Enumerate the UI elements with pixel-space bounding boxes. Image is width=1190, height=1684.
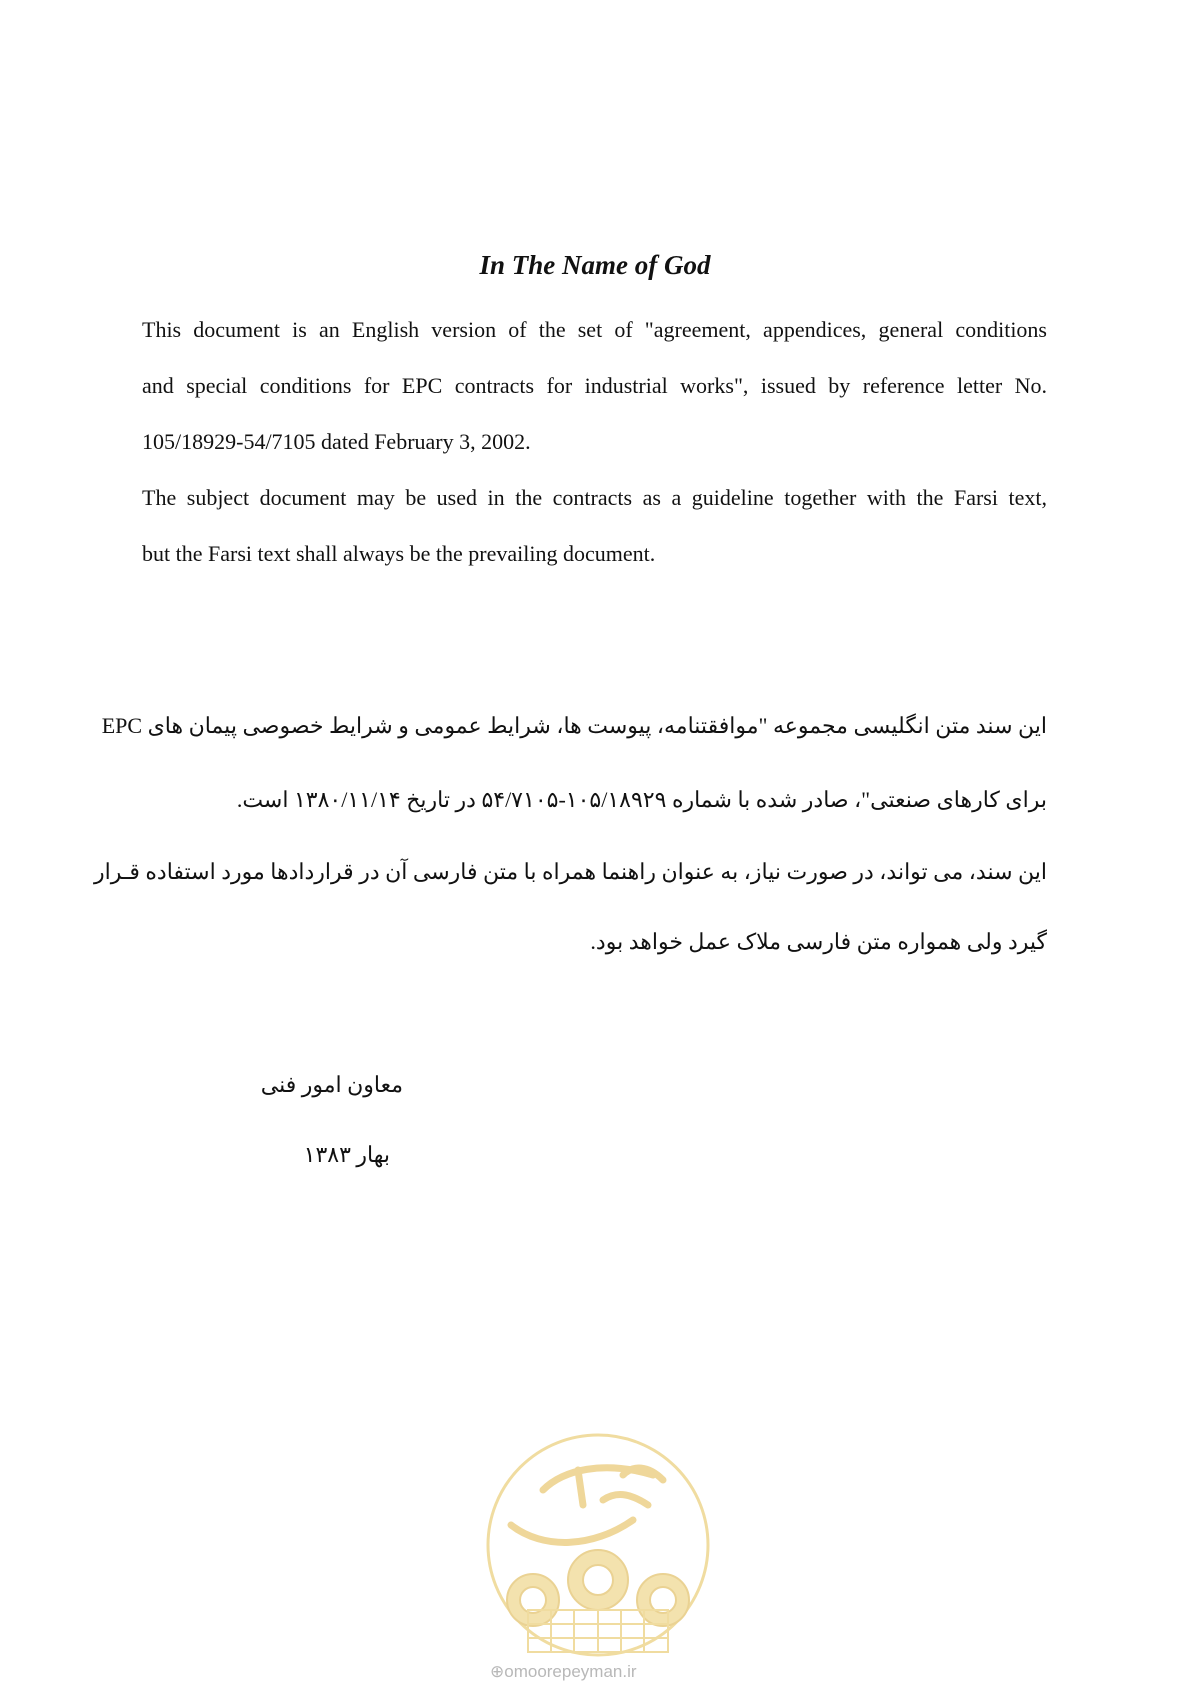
english-line-5: but the Farsi text shall always be the prevailing document. — [142, 541, 656, 566]
english-line-1: This document is an English version of the set of "agreement, appendices, general conditions — [142, 317, 1047, 342]
english-line-2: and special conditions for EPC contracts for industrial works", issued by reference letter No. — [142, 373, 1047, 398]
farsi-line-1: این سند متن انگلیسی مجموعه "موافقتنامه، پیوست ها، شرایط عمومی و شرایط خصوصی پیمان های EPC — [101, 713, 1047, 738]
watermark-logo — [483, 1430, 713, 1660]
english-line-4: The subject document may be used in the contracts as a guideline together with the Farsi text, — [142, 485, 1047, 510]
signature-date: بهار ۱۳۸۳ — [303, 1142, 390, 1167]
farsi-line-4: گیرد ولی همواره متن فارسی ملاک عمل خواهد بود. — [590, 929, 1047, 954]
watermark-url-text: omoorepeyman.ir — [504, 1662, 637, 1681]
globe-icon: ⊕ — [490, 1662, 505, 1681]
farsi-line-3: این سند، می تواند، در صورت نیاز، به عنوان راهنما همراه با متن فارسی آن در قراردادها مورد استفاده قـرار — [94, 859, 1047, 884]
signature-office: معاون امور فنی — [260, 1072, 403, 1097]
english-line-3: 105/18929-54/7105 dated February 3, 2002. — [142, 429, 531, 454]
document-title: In The Name of God — [479, 250, 711, 280]
watermark-url — [490, 1662, 637, 1682]
farsi-line-2: برای کارهای صنعتی"، صادر شده با شماره ۱۰۵/۱۸۹۲۹-۵۴/۷۱۰۵ در تاریخ ۱۳۸۰/۱۱/۱۴ است. — [236, 787, 1047, 812]
